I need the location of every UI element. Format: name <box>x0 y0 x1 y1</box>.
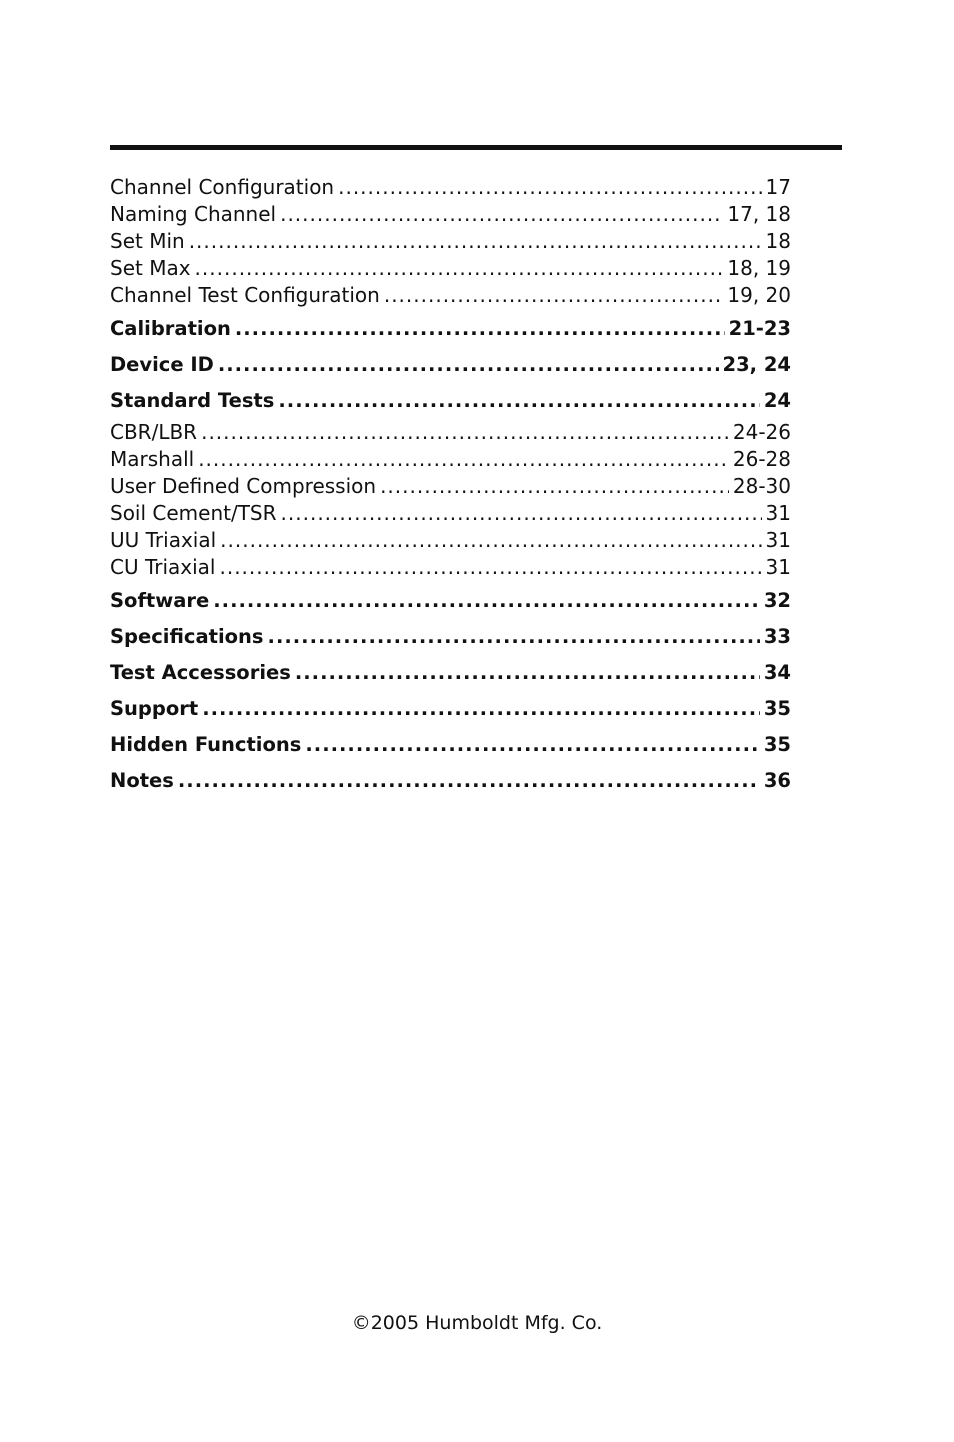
toc-entry-title: CU Triaxial <box>110 555 216 579</box>
toc-entry-channel-configuration[interactable] <box>110 174 791 201</box>
toc-dot-leader <box>280 201 723 228</box>
toc-entry-page: 23, 24 <box>722 353 791 376</box>
toc-entry-page: 26-28 <box>732 447 791 471</box>
toc-dot-leader <box>198 446 729 473</box>
toc-dot-leader <box>218 347 719 383</box>
toc-entry-title: Set Min <box>110 229 185 253</box>
toc-dot-leader <box>178 763 760 799</box>
toc-dot-leader <box>189 228 762 255</box>
toc-entry-page: 17 <box>765 175 791 199</box>
toc-entry-title: Standard Tests <box>110 389 275 412</box>
toc-entry-page: 31 <box>765 528 791 552</box>
toc-entry-title: UU Triaxial <box>110 528 217 552</box>
toc-entry-title: Set Max <box>110 256 191 280</box>
toc-entry-title: Software <box>110 589 210 612</box>
toc-entry-page: 36 <box>763 769 791 792</box>
toc-dot-leader <box>384 282 724 309</box>
toc-entry-title: Channel Configuration <box>110 175 335 199</box>
toc-entry-user-defined-compression[interactable] <box>110 473 791 500</box>
toc-dot-leader <box>281 500 762 527</box>
toc-entry-title: User Defined Compression <box>110 474 377 498</box>
toc-entry-page: 24 <box>763 389 791 412</box>
toc-entry-title: Soil Cement/TSR <box>110 501 277 525</box>
toc-entry-title: Support <box>110 697 199 720</box>
toc-entry-title: Hidden Functions <box>110 733 302 756</box>
toc-entry-device-id[interactable] <box>110 347 791 383</box>
toc-entry-uu-triaxial[interactable] <box>110 527 791 554</box>
toc-dot-leader <box>235 311 725 347</box>
toc-entry-standard-tests[interactable] <box>110 383 791 419</box>
toc-entry-page: 19, 20 <box>727 283 791 307</box>
toc-entry-title: Calibration <box>110 317 231 340</box>
toc-dot-leader <box>219 554 761 581</box>
top-rule <box>110 145 842 150</box>
toc-entry-set-min[interactable] <box>110 228 791 255</box>
toc-dot-leader <box>268 619 760 655</box>
toc-dot-leader <box>202 691 760 727</box>
toc-entry-title: Naming Channel <box>110 202 277 226</box>
toc-entry-page: 24-26 <box>732 420 791 444</box>
toc-dot-leader <box>213 583 760 619</box>
toc-dot-leader <box>278 383 759 419</box>
toc-entry-hidden-functions[interactable] <box>110 727 791 763</box>
toc-entry-page: 35 <box>763 733 791 756</box>
toc-dot-leader <box>305 727 759 763</box>
toc-entry-software[interactable] <box>110 583 791 619</box>
toc-entry-page: 18, 19 <box>727 256 791 280</box>
toc-entry-page: 33 <box>763 625 791 648</box>
toc-entry-page: 34 <box>763 661 791 684</box>
toc-entry-naming-channel[interactable] <box>110 201 791 228</box>
toc-entry-page: 28-30 <box>732 474 791 498</box>
toc-entry-notes[interactable] <box>110 763 791 799</box>
toc-entry-page: 31 <box>765 555 791 579</box>
toc-entry-page: 35 <box>763 697 791 720</box>
toc-dot-leader <box>195 255 724 282</box>
toc-entry-title: Marshall <box>110 447 195 471</box>
toc-entry-title: CBR/LBR <box>110 420 198 444</box>
table-of-contents <box>110 174 791 799</box>
toc-dot-leader <box>201 419 729 446</box>
toc-dot-leader <box>380 473 729 500</box>
toc-entry-channel-test-configuration[interactable] <box>110 282 791 309</box>
copyright-footer: ©2005 Humboldt Mfg. Co. <box>351 1312 603 1334</box>
toc-entry-soil-cement-tsr[interactable] <box>110 500 791 527</box>
toc-entry-specifications[interactable] <box>110 619 791 655</box>
toc-entry-title: Test Accessories <box>110 661 291 684</box>
toc-entry-title: Notes <box>110 769 174 792</box>
toc-entry-title: Channel Test Configuration <box>110 283 380 307</box>
toc-entry-test-accessories[interactable] <box>110 655 791 691</box>
toc-dot-leader <box>338 174 761 201</box>
toc-dot-leader <box>220 527 761 554</box>
toc-entry-page: 18 <box>765 229 791 253</box>
toc-entry-page: 21-23 <box>728 317 791 340</box>
toc-entry-page: 17, 18 <box>727 202 791 226</box>
toc-entry-set-max[interactable] <box>110 255 791 282</box>
toc-entry-calibration[interactable] <box>110 311 791 347</box>
toc-entry-page: 32 <box>763 589 791 612</box>
toc-entry-title: Device ID <box>110 353 214 376</box>
toc-entry-cu-triaxial[interactable] <box>110 554 791 581</box>
toc-entry-support[interactable] <box>110 691 791 727</box>
toc-entry-cbr-lbr[interactable] <box>110 419 791 446</box>
toc-entry-marshall[interactable] <box>110 446 791 473</box>
toc-dot-leader <box>295 655 760 691</box>
toc-entry-title: Specifications <box>110 625 264 648</box>
toc-entry-page: 31 <box>765 501 791 525</box>
